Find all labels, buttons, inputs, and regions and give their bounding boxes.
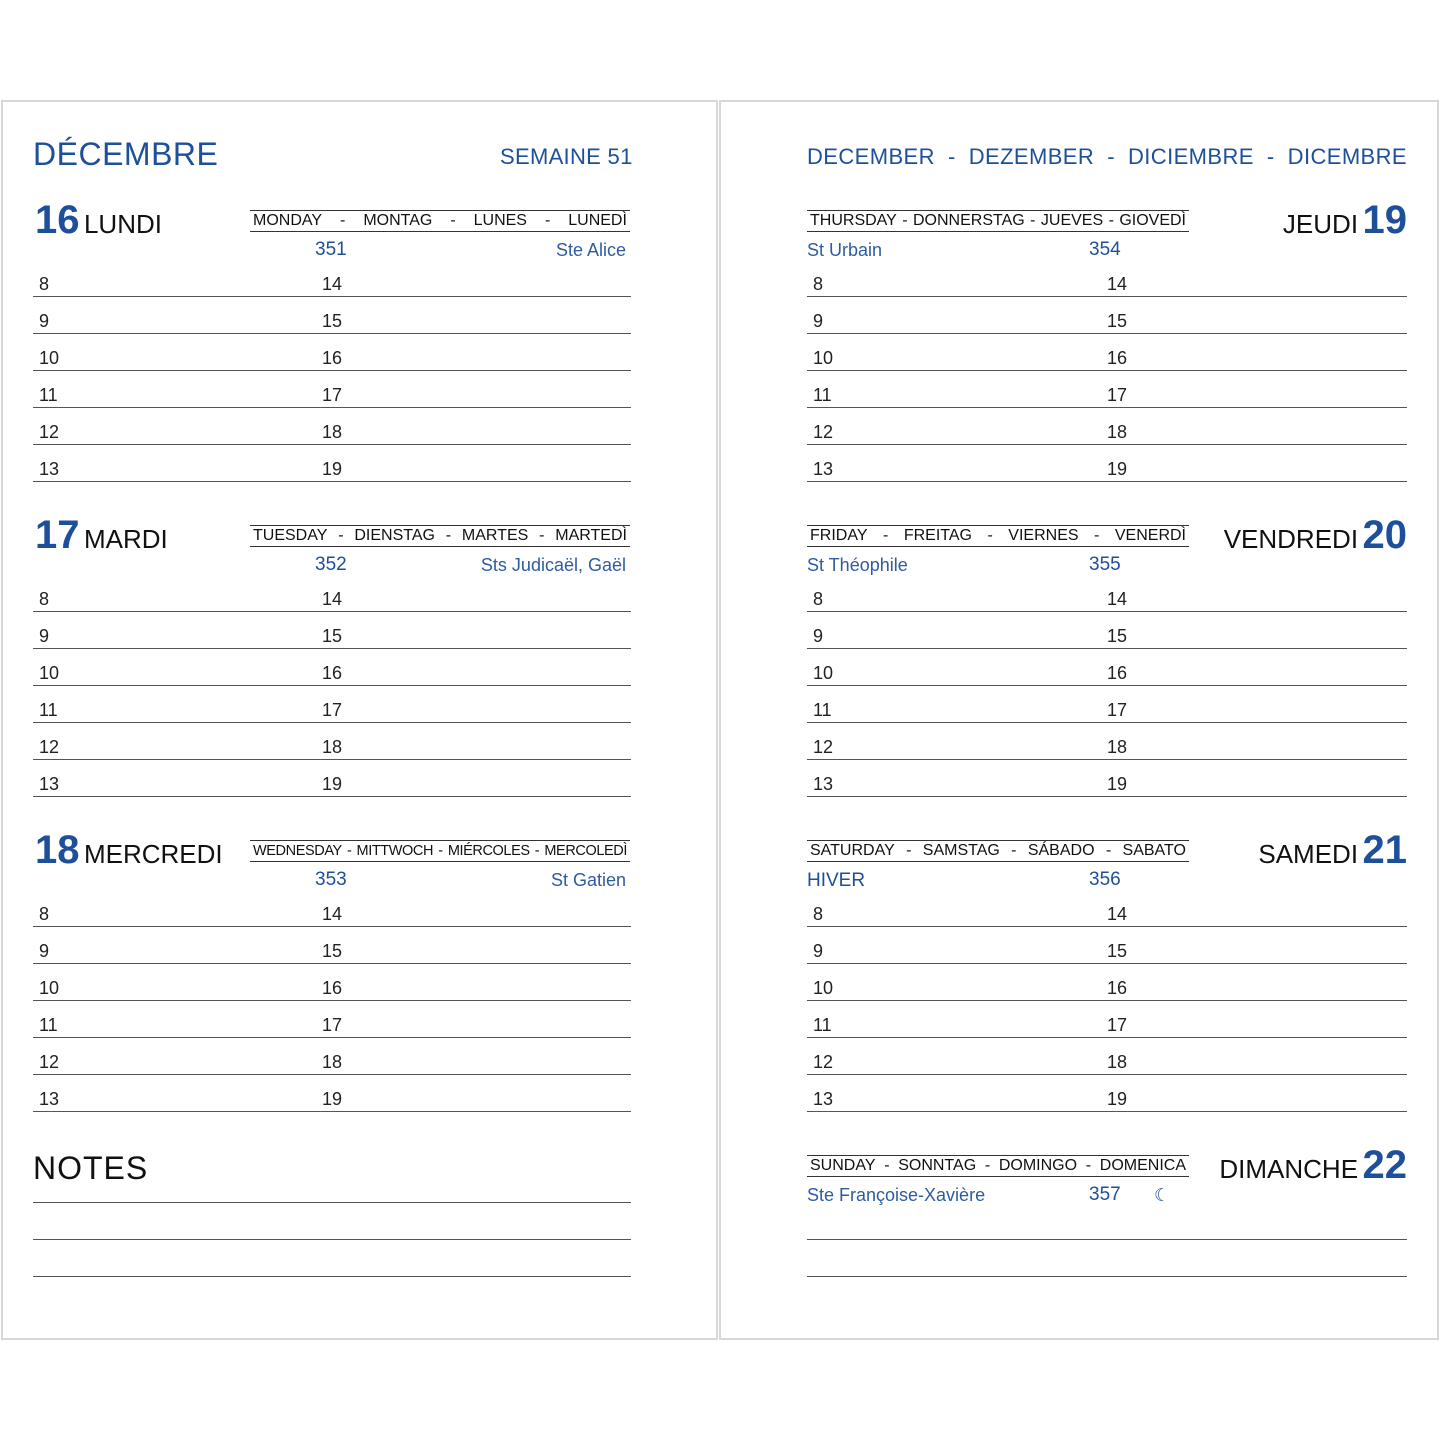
lang-it: GIOVEDÌ (1119, 212, 1186, 229)
hour-row[interactable] (807, 927, 1407, 964)
separator: - (1107, 144, 1115, 169)
hour-row[interactable] (807, 1001, 1407, 1038)
day-number: 18 (35, 828, 80, 872)
hour-label-afternoon: 17 (322, 385, 343, 405)
hour-label-morning: 9 (813, 941, 824, 961)
lang-es: JUEVES (1040, 212, 1104, 229)
hour-label-morning: 10 (813, 978, 834, 998)
hour-row[interactable] (807, 964, 1407, 1001)
hour-label-morning: 8 (39, 589, 50, 609)
lang-es: DOMINGO (998, 1157, 1078, 1174)
hour-row[interactable] (807, 686, 1407, 723)
hour-label-afternoon: 16 (322, 348, 343, 368)
hour-label-afternoon: 15 (322, 941, 343, 961)
hour-label-morning: 12 (39, 422, 60, 442)
month-title-fr: DÉCEMBRE (33, 136, 219, 172)
day-of-year: 356 (1089, 869, 1121, 890)
day-of-year: 352 (315, 554, 347, 575)
hour-row[interactable] (807, 297, 1407, 334)
day-heading (1219, 1143, 1407, 1188)
saint-name: Sts Judicaël, Gaël (480, 555, 626, 575)
day-name: DIMANCHE (1219, 1154, 1359, 1184)
hour-label-morning: 13 (813, 774, 834, 794)
hour-label-morning: 11 (813, 385, 832, 405)
hour-label-afternoon: 15 (1107, 311, 1128, 331)
day-block-19 (721, 198, 1437, 498)
month-it: DICEMBRE (1287, 144, 1407, 169)
left-page (1, 100, 718, 1340)
hour-row[interactable] (33, 408, 631, 445)
hour-row[interactable] (807, 1038, 1407, 1075)
day-heading (35, 828, 223, 873)
hour-label-afternoon: 14 (322, 274, 343, 294)
day-number: 20 (1362, 513, 1407, 557)
day-of-year: 354 (1089, 239, 1121, 260)
hour-row[interactable] (807, 575, 1407, 612)
hour-label-morning: 13 (39, 459, 60, 479)
hour-label-morning: 8 (813, 904, 824, 924)
hour-row[interactable] (807, 1075, 1407, 1112)
hour-row[interactable] (807, 723, 1407, 760)
hour-row[interactable] (33, 964, 631, 1001)
hour-label-afternoon: 16 (1107, 348, 1128, 368)
lang-it: SABATO (1122, 842, 1186, 859)
day-languages: THURSDAY - DONNERSTAG - JUEVES - GIOVEDÌ (807, 210, 1189, 232)
day-heading (35, 198, 162, 243)
lang-es: MARTES (461, 527, 529, 544)
day-block-22 (721, 1143, 1437, 1283)
saint-name: St Gatien (550, 870, 626, 890)
day-heading (1258, 828, 1407, 873)
hour-label-afternoon: 16 (322, 978, 343, 998)
hour-row[interactable] (33, 371, 631, 408)
hour-label-afternoon: 14 (322, 904, 343, 924)
hour-row[interactable] (33, 760, 631, 797)
day-heading (1283, 198, 1407, 243)
hour-label-afternoon: 19 (322, 774, 343, 794)
hour-label-afternoon: 15 (1107, 941, 1128, 961)
day-name: JEUDI (1282, 209, 1359, 239)
hour-label-morning: 12 (813, 1052, 834, 1072)
hour-label-afternoon: 18 (1107, 1052, 1128, 1072)
day-languages: WEDNESDAY - MITTWOCH - MIÉRCOLES - MERCOLEDÌ (250, 840, 630, 862)
lang-it: MERCOLEDÌ (544, 843, 627, 859)
hour-row[interactable] (33, 1038, 631, 1075)
day-number: 19 (1362, 198, 1407, 242)
hour-row[interactable] (807, 649, 1407, 686)
hour-row[interactable] (33, 260, 631, 297)
hour-label-afternoon: 17 (322, 700, 343, 720)
day-languages: TUESDAY - DIENSTAG - MARTES - MARTEDÌ (250, 525, 630, 547)
hour-label-morning: 8 (813, 589, 824, 609)
lang-es: SÁBADO (1027, 842, 1095, 859)
hour-label-morning: 12 (39, 737, 60, 757)
hour-label-afternoon: 19 (322, 459, 343, 479)
moon-phase-icon: ☾ (1154, 1185, 1171, 1205)
day-name: VENDREDI (1223, 524, 1359, 554)
hour-label-afternoon: 19 (322, 1089, 343, 1109)
separator: - (947, 144, 956, 169)
hour-label-afternoon: 19 (1107, 774, 1128, 794)
hour-label-morning: 10 (39, 663, 60, 683)
day-name: MARDI (83, 524, 168, 554)
hour-row[interactable] (33, 1075, 631, 1112)
hour-row[interactable] (33, 649, 631, 686)
month-en: DECEMBER (807, 144, 935, 169)
day-name: MERCREDI (83, 839, 223, 869)
hour-label-afternoon: 14 (322, 589, 343, 609)
hour-label-morning: 8 (813, 274, 824, 294)
day-of-year: 353 (315, 869, 347, 890)
hour-label-afternoon: 19 (1107, 459, 1128, 479)
lang-en: FRIDAY (810, 527, 868, 544)
hour-row[interactable] (33, 927, 631, 964)
lang-de: DIENSTAG (354, 527, 435, 544)
hour-label-afternoon: 18 (322, 737, 343, 757)
notes-line[interactable] (33, 1202, 631, 1203)
lang-de: SONNTAG (898, 1157, 977, 1174)
day-block-21 (721, 828, 1437, 1128)
hour-label-morning: 12 (39, 1052, 60, 1072)
lang-it: MARTEDÌ (555, 527, 627, 544)
hour-label-morning: 12 (813, 422, 834, 442)
hour-label-morning: 13 (813, 1089, 834, 1109)
hour-label-afternoon: 16 (1107, 978, 1128, 998)
hour-label-morning: 8 (39, 274, 50, 294)
sunday-line[interactable] (807, 1276, 1407, 1277)
hour-label-morning: 11 (39, 385, 58, 405)
saint-name: St Urbain (807, 240, 883, 260)
hour-row[interactable] (33, 686, 631, 723)
saint-name: St Théophile (807, 555, 908, 575)
hour-label-afternoon: 18 (322, 422, 343, 442)
lang-en: SUNDAY (810, 1157, 876, 1174)
hour-label-morning: 12 (813, 737, 834, 757)
hour-label-morning: 10 (813, 663, 834, 683)
lang-es: LUNES (473, 212, 527, 229)
hour-label-afternoon: 14 (1107, 274, 1128, 294)
hour-label-morning: 9 (39, 626, 50, 646)
lang-de: MITTWOCH (356, 843, 434, 859)
separator: - (1266, 144, 1275, 169)
lang-de: MONTAG (363, 212, 433, 229)
lang-en: SATURDAY (810, 842, 895, 859)
day-of-year: 357 (1089, 1184, 1121, 1205)
hour-row[interactable] (807, 260, 1407, 297)
hour-row[interactable] (33, 297, 631, 334)
hour-row[interactable] (807, 334, 1407, 371)
day-of-year: 355 (1089, 554, 1121, 575)
lang-es: MIÉRCOLES (447, 843, 530, 859)
hour-label-morning: 13 (39, 1089, 60, 1109)
week-label: SEMAINE 51 (500, 144, 633, 169)
hour-label-morning: 10 (39, 348, 60, 368)
day-number: 21 (1362, 828, 1407, 872)
lang-en: MONDAY (253, 212, 323, 229)
hour-label-morning: 13 (39, 774, 60, 794)
day-of-year: 351 (315, 239, 347, 260)
hour-label-morning: 11 (813, 1015, 832, 1035)
month-de: DEZEMBER (968, 144, 1095, 169)
hour-row[interactable] (33, 575, 631, 612)
hour-label-morning: 9 (39, 311, 50, 331)
hour-label-afternoon: 15 (1107, 626, 1128, 646)
hour-label-afternoon: 15 (322, 626, 343, 646)
lang-en: THURSDAY (810, 212, 897, 229)
season-label: HIVER (807, 870, 866, 891)
day-name: LUNDI (83, 209, 162, 239)
hour-row[interactable] (33, 1001, 631, 1038)
notes-line[interactable] (33, 1276, 631, 1277)
hour-label-afternoon: 18 (1107, 422, 1128, 442)
hour-label-morning: 10 (813, 348, 834, 368)
sunday-line[interactable] (807, 1239, 1407, 1240)
day-languages: MONDAY - MONTAG - LUNES - LUNEDÌ (250, 210, 630, 232)
hour-label-afternoon: 15 (322, 311, 343, 331)
lang-de: DONNERSTAG (913, 212, 1025, 229)
day-block-17 (3, 513, 716, 813)
hour-label-afternoon: 19 (1107, 1089, 1128, 1109)
lang-en: WEDNESDAY (253, 843, 342, 859)
lang-it: LUNEDÌ (568, 212, 627, 229)
day-number: 16 (35, 198, 80, 242)
lang-de: SAMSTAG (922, 842, 1000, 859)
hour-label-afternoon: 17 (322, 1015, 343, 1035)
hour-row[interactable] (33, 445, 631, 482)
month-es: DICIEMBRE (1127, 144, 1254, 169)
hour-label-afternoon: 18 (322, 1052, 343, 1072)
day-number: 22 (1362, 1143, 1407, 1187)
hour-label-morning: 13 (813, 459, 834, 479)
notes-line[interactable] (33, 1239, 631, 1240)
day-number: 17 (35, 513, 80, 557)
hour-label-morning: 9 (813, 626, 824, 646)
hour-row[interactable] (33, 890, 631, 927)
day-block-16 (3, 198, 716, 498)
hour-row[interactable] (33, 723, 631, 760)
lang-en: TUESDAY (253, 527, 328, 544)
hour-row[interactable] (807, 371, 1407, 408)
day-languages: SUNDAY - SONNTAG - DOMINGO - DOMENICA (807, 1155, 1189, 1177)
hour-label-afternoon: 17 (1107, 1015, 1128, 1035)
day-name: SAMEDI (1258, 839, 1359, 869)
notes-title: NOTES (33, 1150, 149, 1186)
hour-label-afternoon: 14 (1107, 904, 1128, 924)
hour-label-morning: 9 (813, 311, 824, 331)
hour-label-morning: 9 (39, 941, 50, 961)
day-block-20 (721, 513, 1437, 813)
hour-label-afternoon: 18 (1107, 737, 1128, 757)
hour-row[interactable] (807, 760, 1407, 797)
hour-row[interactable] (807, 408, 1407, 445)
day-heading (35, 513, 168, 558)
hour-label-afternoon: 17 (1107, 385, 1128, 405)
hour-row[interactable] (807, 445, 1407, 482)
day-languages: SATURDAY - SAMSTAG - SÁBADO - SABATO (807, 840, 1189, 862)
lang-de: FREITAG (903, 527, 972, 544)
hour-label-afternoon: 17 (1107, 700, 1128, 720)
hour-label-morning: 10 (39, 978, 60, 998)
hour-label-afternoon: 14 (1107, 589, 1128, 609)
hour-row[interactable] (807, 612, 1407, 649)
saint-name: Ste Françoise-Xavière (807, 1185, 986, 1205)
hour-label-morning: 8 (39, 904, 50, 924)
hour-row[interactable] (33, 334, 631, 371)
saint-name: Ste Alice (555, 240, 626, 260)
lang-it: DOMENICA (1099, 1157, 1186, 1174)
hour-label-morning: 11 (39, 1015, 58, 1035)
hour-row[interactable] (33, 612, 631, 649)
hour-row[interactable] (807, 890, 1407, 927)
hour-label-afternoon: 16 (1107, 663, 1128, 683)
lang-it: VENERDÌ (1114, 527, 1186, 544)
hour-label-afternoon: 16 (322, 663, 343, 683)
lang-es: VIERNES (1008, 527, 1079, 544)
day-languages: FRIDAY - FREITAG - VIERNES - VENERDÌ (807, 525, 1189, 547)
right-page (719, 100, 1439, 1340)
month-title-multilang (807, 144, 1407, 170)
hour-label-morning: 11 (813, 700, 832, 720)
hour-label-morning: 11 (39, 700, 58, 720)
day-block-18 (3, 828, 716, 1128)
day-heading (1224, 513, 1407, 558)
